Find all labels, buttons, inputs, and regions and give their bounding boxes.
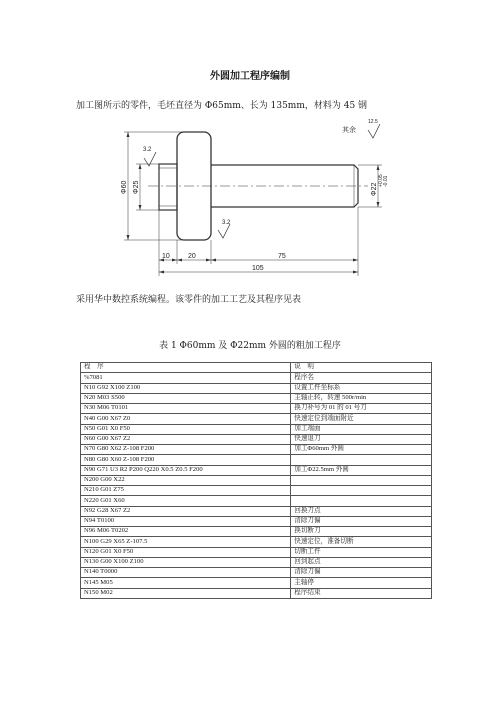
program-cell: N90 G71 U3 R2 P200 Q220 X0.5 Z0.5 F200 xyxy=(81,465,291,475)
table-header-row xyxy=(81,363,432,373)
description-cell: 换切断刀 xyxy=(291,527,432,537)
table-row xyxy=(81,557,432,567)
program-cell: N40 G00 X67 Z0 xyxy=(81,414,291,424)
description-cell: 设置工件坐标系 xyxy=(291,383,432,393)
program-cell: N200 G00 X22 xyxy=(81,475,291,485)
table-row xyxy=(81,578,432,588)
description-cell: 加工Φ22.5mm 外圆 xyxy=(291,465,432,475)
description-cell: 快速退刀 xyxy=(291,434,432,444)
roughness-rest-value: 12.5 xyxy=(368,119,378,125)
program-table xyxy=(80,362,432,599)
description-cell: 清除刀偏 xyxy=(291,568,432,578)
table-row xyxy=(81,486,432,496)
program-cell: %7081 xyxy=(81,373,291,383)
table-row xyxy=(81,496,432,506)
program-cell: N130 G00 X100 Z100 xyxy=(81,557,291,567)
dia-60: Φ60 xyxy=(121,180,128,194)
program-cell: N140 T0000 xyxy=(81,568,291,578)
roughness-rest-label: 其余 xyxy=(342,127,356,134)
table-row xyxy=(81,373,432,383)
dim-10: 10 xyxy=(162,253,170,260)
dim-20: 20 xyxy=(188,253,196,260)
table-row xyxy=(81,547,432,557)
part-drawing xyxy=(96,118,396,283)
program-cell: N210 G01 Z75 xyxy=(81,486,291,496)
description-cell: 清除刀偏 xyxy=(291,516,432,526)
table-row xyxy=(81,455,432,465)
program-cell: N20 M03 S500 xyxy=(81,393,291,403)
table-row xyxy=(81,434,432,444)
dim-75: 75 xyxy=(278,253,286,260)
program-cell: N80 G80 X60 Z-108 F200 xyxy=(81,455,291,465)
program-cell: N60 G00 X67 Z2 xyxy=(81,434,291,444)
table-row xyxy=(81,568,432,578)
program-cell: N50 G01 X0 F50 xyxy=(81,424,291,434)
program-cell: N10 G92 X100 Z100 xyxy=(81,383,291,393)
dia-25: Φ25 xyxy=(133,180,140,194)
program-cell: N92 G28 X67 Z2 xyxy=(81,506,291,516)
program-cell: N100 G29 X65 Z-107.5 xyxy=(81,537,291,547)
roughness-mark-rest xyxy=(368,124,380,138)
description-cell: 换刀补号为 01 的 01 号刀 xyxy=(291,404,432,414)
document-title: 外圆加工程序编制 xyxy=(210,71,290,82)
description-cell: 程序名 xyxy=(291,373,432,383)
table-caption: 表 1 Φ60mm 及 Φ22mm 外圆的粗加工程序 xyxy=(159,341,341,351)
table-row xyxy=(81,414,432,424)
roughness-mark-flange xyxy=(218,224,230,238)
table-row xyxy=(81,393,432,403)
tol-22-lower: -0.01 xyxy=(383,175,389,187)
description-cell xyxy=(291,455,432,465)
dim-105: 105 xyxy=(252,265,264,272)
table-row xyxy=(81,537,432,547)
table-row xyxy=(81,516,432,526)
program-cell: N30 M06 T0101 xyxy=(81,404,291,414)
description-cell: 主轴停 xyxy=(291,578,432,588)
note-paragraph: 采用华中数控系统编程。该零件的加工工艺及其程序见表 xyxy=(76,295,302,305)
table-row xyxy=(81,465,432,475)
description-cell xyxy=(291,486,432,496)
table-row xyxy=(81,588,432,598)
table-row xyxy=(81,445,432,455)
left-stub xyxy=(159,164,177,210)
table-row xyxy=(81,404,432,414)
table-row xyxy=(81,424,432,434)
program-cell: N220 G01 X60 xyxy=(81,496,291,506)
table-row xyxy=(81,506,432,516)
description-cell: 快速定位到端面附近 xyxy=(291,414,432,424)
table-row xyxy=(81,527,432,537)
header-description: 说 明 xyxy=(291,363,432,373)
program-cell: N145 M05 xyxy=(81,578,291,588)
description-cell: 切断工件 xyxy=(291,547,432,557)
program-cell: N120 G01 X0 F50 xyxy=(81,547,291,557)
program-cell: N96 M06 T0202 xyxy=(81,527,291,537)
description-cell: 加工Φ60mm 外圆 xyxy=(291,445,432,455)
table-row xyxy=(81,475,432,485)
intro-paragraph: 加工图所示的零件，毛坯直径为 Φ65mm、长为 135mm，材料为 45 钢 xyxy=(76,101,368,111)
description-cell: 回换刀点 xyxy=(291,506,432,516)
table-row xyxy=(81,383,432,393)
description-cell: 快速定位，准备切断 xyxy=(291,537,432,547)
description-cell xyxy=(291,475,432,485)
description-cell: 回到起点 xyxy=(291,557,432,567)
description-cell: 加工端面 xyxy=(291,424,432,434)
program-cell: N94 T0100 xyxy=(81,516,291,526)
roughness-left-value: 3.2 xyxy=(143,147,152,153)
program-cell: N150 M02 xyxy=(81,588,291,598)
dia-22: Φ22 xyxy=(371,182,378,196)
header-program: 程 序 xyxy=(81,363,291,373)
roughness-flange-value: 3.2 xyxy=(222,220,231,226)
tol-22-upper: +0.05 xyxy=(378,174,384,187)
description-cell: 程序结束 xyxy=(291,588,432,598)
description-cell: 主轴正转，转速 500r/min xyxy=(291,393,432,403)
program-cell: N70 G80 X62 Z-108 F200 xyxy=(81,445,291,455)
description-cell xyxy=(291,496,432,506)
